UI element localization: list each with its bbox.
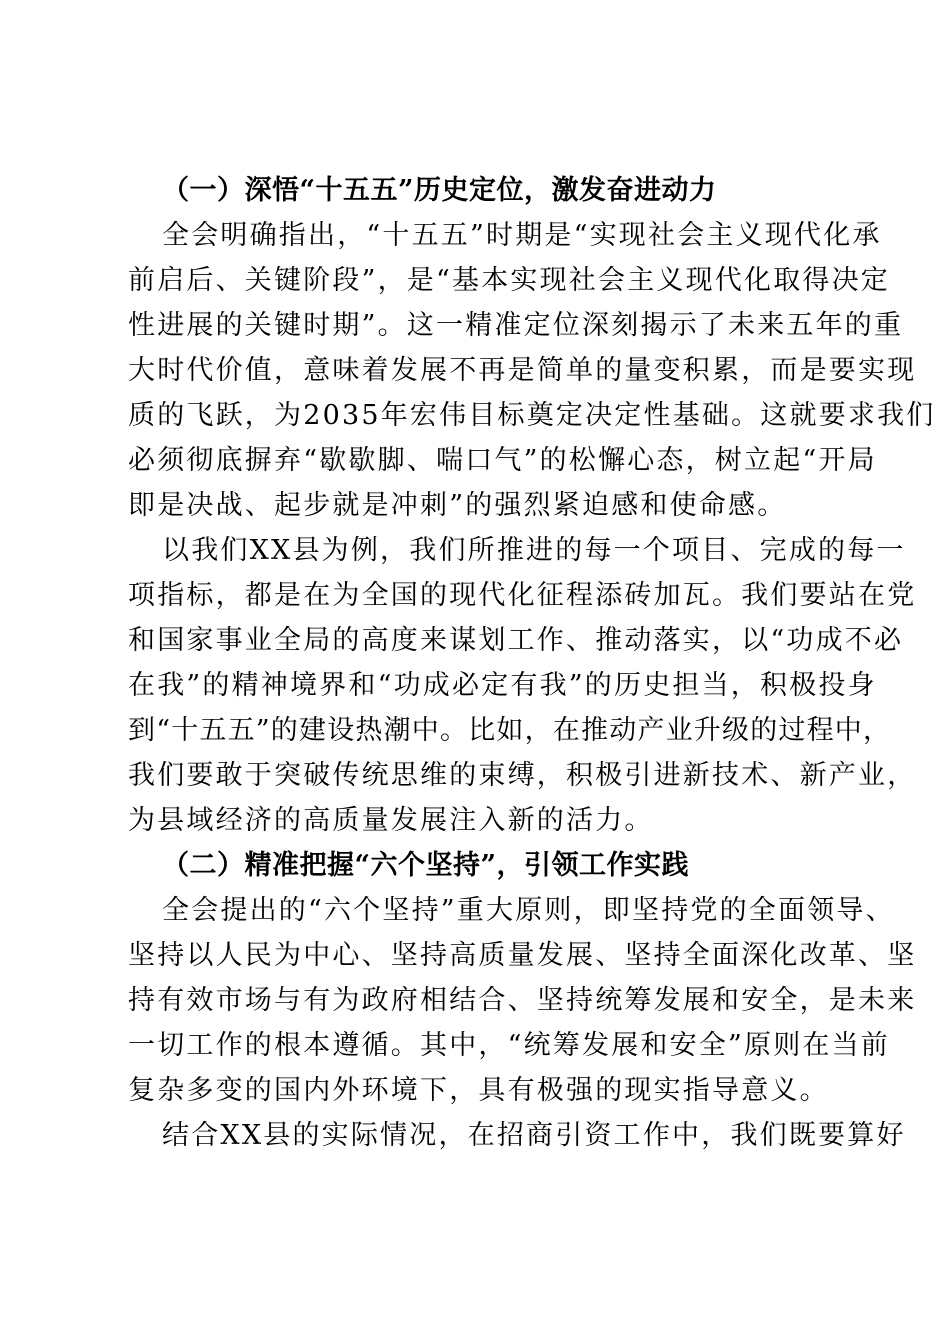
heading-line: （一）深悟“十五五”历史定位，激发奋进动力: [162, 175, 717, 206]
heading-line: （二）精准把握“六个坚持”，引领工作实践: [162, 850, 690, 881]
paragraph-line: 项指标，都是在为全国的现代化征程添砖加瓦。我们要站在党: [128, 580, 917, 611]
paragraph-line: 一切工作的根本遵循。其中，“统筹发展和安全”原则在当前: [128, 1030, 891, 1061]
document-body: [128, 168, 936, 1158]
paragraph-line: 复杂多变的国内外环境下，具有极强的现实指导意义。: [128, 1075, 829, 1106]
paragraph-line: 性进展的关键时期”。这一精准定位深刻揭示了未来五年的重: [128, 310, 904, 341]
paragraph-line: 持有效市场与有为政府相结合、坚持统筹发展和安全，是未来: [128, 985, 917, 1016]
paragraph-line: 为县域经济的高质量发展注入新的活力。: [128, 805, 654, 836]
paragraph-line: 前启后、关键阶段”，是“基本实现社会主义现代化取得决定: [128, 265, 891, 296]
section-heading-1: [128, 168, 830, 213]
paragraph-line: 在我”的精神境界和“功成必定有我”的历史担当，积极投身: [128, 670, 877, 701]
paragraph-line: 和国家事业全局的高度来谋划工作、推动落实，以“功成不必: [128, 625, 904, 656]
paragraph-line: 到“十五五”的建设热潮中。比如，在推动产业升级的过程中，: [128, 715, 892, 746]
paragraph-3: [128, 888, 917, 1113]
paragraph-line: 全会提出的“六个坚持”重大原则，即坚持党的全面领导、: [162, 895, 895, 926]
paragraph-line: 坚持以人民为中心、坚持高质量发展、坚持全面深化改革、坚: [128, 940, 917, 971]
paragraph-line: 即是决战、起步就是冲刺”的强烈紧迫感和使命感。: [128, 490, 787, 521]
section-heading-2: [128, 843, 830, 888]
paragraph-line: 必须彻底摒弃“歇歇脚、喘口气”的松懈心态，树立起“开局: [128, 445, 877, 476]
paragraph-4: [128, 1113, 906, 1158]
paragraph-2: [128, 528, 917, 843]
paragraph-line: 全会明确指出，“十五五”时期是“实现社会主义现代化承: [162, 220, 882, 251]
paragraph-line: 以我们XX县为例，我们所推进的每一个项目、完成的每一: [162, 535, 906, 566]
paragraph-line: 结合XX县的实际情况，在招商引资工作中，我们既要算好: [162, 1120, 906, 1151]
paragraph-1: [128, 213, 936, 528]
paragraph-line: 我们要敢于突破传统思维的束缚，积极引进新技术、新产业，: [128, 760, 917, 791]
paragraph-line: 大时代价值，意味着发展不再是简单的量变积累，而是要实现: [128, 355, 917, 386]
paragraph-line: 质的飞跃，为2035年宏伟目标奠定决定性基础。这就要求我们: [128, 400, 936, 431]
